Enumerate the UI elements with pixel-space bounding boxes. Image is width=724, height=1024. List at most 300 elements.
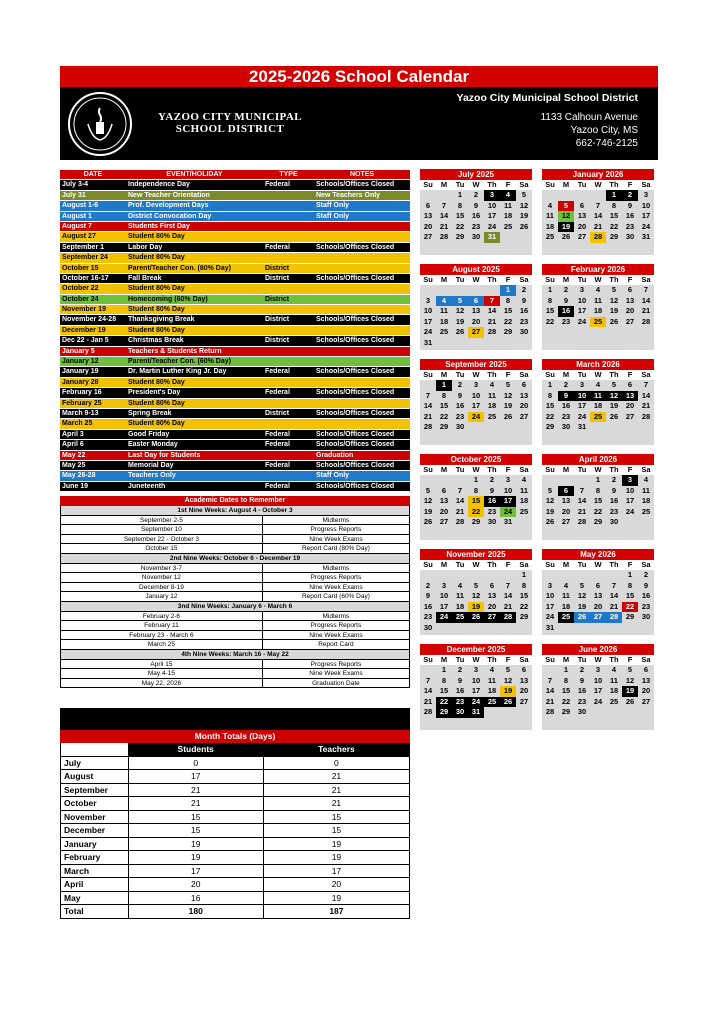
day-cell: 5	[425, 485, 431, 495]
day-cell: 19	[545, 506, 555, 516]
weekday-label: M	[440, 655, 448, 664]
event-name: Easter Monday	[128, 441, 178, 449]
day-cell: 23	[625, 221, 635, 231]
event-type	[263, 212, 314, 221]
weekday-label: Sa	[641, 275, 651, 284]
day-cell: 18	[593, 306, 603, 315]
event-type	[263, 305, 314, 314]
weekday-label: W	[472, 560, 480, 569]
day-cell: 28	[577, 517, 587, 526]
day-cell: 14	[593, 211, 603, 220]
event-name: Parent/Teacher Con. (80% Day)	[128, 264, 231, 272]
event-notes	[314, 295, 410, 304]
event-name: Spring Break	[128, 409, 172, 417]
day-cell: 10	[625, 485, 635, 495]
day-cell: 13	[439, 496, 449, 505]
weekday-label: M	[440, 560, 448, 569]
weekday-header	[420, 275, 532, 285]
event-notes	[314, 253, 410, 262]
day-cell: 29	[436, 707, 452, 718]
day-cell: 26	[423, 517, 433, 526]
day-cell: 5	[579, 580, 585, 590]
weekday-label: Tu	[455, 560, 465, 569]
day-cell: 31	[423, 337, 433, 347]
academic-date: October 15	[61, 544, 263, 553]
day-cell: 29	[561, 707, 571, 716]
academic-row	[60, 583, 410, 593]
day-cell: 5	[558, 201, 574, 212]
day-cell: 14	[455, 496, 465, 505]
day-grid	[420, 380, 532, 433]
day-grid	[542, 380, 654, 433]
blank-day	[558, 570, 574, 581]
weekday-label: M	[562, 370, 570, 379]
day-cell: 23	[641, 601, 651, 611]
event-row	[60, 471, 410, 481]
event-notes: Schools/Offices Closed	[316, 368, 395, 376]
weekday-label: Sa	[519, 180, 529, 189]
academic-item: Nine Week Exams	[309, 670, 363, 678]
day-cell: 21	[577, 506, 587, 516]
weekday-label: Sa	[519, 370, 529, 379]
weekday-label: Tu	[455, 275, 465, 284]
event-row	[60, 232, 410, 242]
month-title: July 2025	[420, 169, 532, 180]
academic-item: Midterms	[322, 516, 350, 524]
day-cell: 23	[452, 697, 468, 708]
event-date: October 16-17	[62, 274, 109, 282]
day-cell: 8	[595, 485, 601, 495]
day-cell: 6	[643, 665, 649, 674]
event-row	[60, 274, 410, 284]
day-cell: 6	[627, 380, 633, 389]
day-cell: 11	[642, 485, 650, 495]
day-cell: 18	[545, 221, 555, 231]
blank-day	[420, 190, 436, 201]
weekday-label: W	[472, 655, 480, 664]
day-cell: 16	[455, 401, 465, 410]
blank-day	[420, 665, 436, 676]
event-notes	[314, 305, 410, 314]
academic-item: Nine Week Exams	[309, 631, 363, 639]
event-type: Federal	[265, 482, 290, 490]
day-cell: 16	[625, 211, 635, 220]
weekday-label: F	[505, 560, 511, 569]
academic-item: Midterms	[322, 564, 350, 572]
day-cell: 17	[593, 686, 603, 695]
event-row	[60, 315, 410, 325]
day-cell: 24	[545, 612, 555, 621]
day-cell: 19	[423, 506, 433, 516]
seal-emblem-icon	[70, 94, 130, 154]
col-event-header: EVENT/HOLIDAY	[166, 171, 223, 178]
district-name: Yazoo City Municipal School District	[456, 92, 638, 104]
day-cell: 5	[627, 665, 633, 674]
day-cell: 25	[558, 612, 574, 623]
day-cell: 17	[577, 401, 587, 410]
day-cell: 13	[641, 675, 651, 685]
event-row	[60, 367, 410, 377]
event-row	[60, 347, 410, 357]
day-cell: 19	[622, 686, 638, 697]
month-label: August	[61, 770, 129, 783]
day-cell: 19	[577, 601, 587, 611]
day-cell: 24	[641, 221, 651, 231]
day-cell: 27	[423, 232, 433, 241]
event-notes: Schools/Offices Closed	[316, 243, 395, 251]
day-cell: 6	[441, 485, 447, 495]
academic-date: February 11	[61, 621, 263, 630]
day-cell: 10	[487, 200, 497, 210]
academic-row	[60, 592, 410, 602]
event-date: August 27	[62, 233, 96, 241]
day-cell: 23	[609, 506, 619, 516]
weekday-label: Th	[609, 465, 619, 474]
day-cell: 18	[439, 316, 449, 326]
day-cell: 23	[519, 316, 529, 326]
event-notes: New Teachers Only	[316, 191, 381, 199]
event-row	[60, 305, 410, 315]
totals-header-row	[60, 743, 410, 757]
event-date: February 16	[62, 389, 102, 397]
weekday-label: F	[505, 180, 511, 189]
event-row	[60, 430, 410, 440]
day-cell: 30	[561, 422, 571, 431]
day-cell: 25	[452, 612, 468, 623]
weekday-label: M	[562, 655, 570, 664]
academic-item: Progress Reports	[310, 622, 362, 630]
event-date: September 1	[62, 243, 105, 251]
day-cell: 27	[641, 696, 651, 706]
weekday-label: Su	[545, 180, 555, 189]
event-name: Juneteenth	[128, 482, 166, 490]
totals-total-row	[60, 905, 410, 919]
day-cell: 10	[593, 675, 603, 685]
day-cell: 16	[558, 306, 574, 317]
day-cell: 1	[563, 665, 569, 674]
day-cell: 14	[503, 591, 513, 600]
day-cell: 16	[561, 401, 571, 410]
blank-day	[436, 285, 452, 296]
day-cell: 22	[561, 696, 571, 706]
month-label: April	[61, 878, 129, 891]
day-cell: 10	[545, 591, 555, 600]
totals-row	[60, 811, 410, 825]
month-calendar	[420, 359, 532, 445]
totals-row	[60, 865, 410, 879]
month-title: April 2026	[542, 454, 654, 465]
event-date: April 3	[62, 430, 84, 438]
month-calendar	[542, 359, 654, 445]
month-title: May 2026	[542, 549, 654, 560]
event-type: Federal	[265, 461, 290, 469]
day-cell: 15	[561, 686, 571, 695]
blank-day	[574, 570, 590, 581]
event-name: Memorial Day	[128, 461, 174, 469]
day-cell: 4	[595, 380, 601, 389]
weekday-label: Tu	[577, 370, 587, 379]
day-cell: 31	[484, 232, 500, 243]
teachers-days: 21	[331, 771, 342, 781]
event-date: January 12	[62, 358, 99, 366]
day-cell: 13	[519, 390, 529, 400]
day-grid	[542, 190, 654, 243]
day-cell: 28	[455, 517, 465, 526]
academic-row	[60, 544, 410, 554]
event-notes: Schools/Offices Closed	[316, 441, 395, 449]
day-cell: 29	[625, 612, 635, 621]
totals-row	[60, 824, 410, 838]
day-cell: 31	[545, 622, 555, 632]
day-cell: 9	[563, 295, 569, 305]
blank-day	[590, 570, 606, 581]
day-cell: 6	[627, 285, 633, 294]
weekday-label: W	[594, 180, 602, 189]
weekday-label: Sa	[641, 370, 651, 379]
day-cell: 27	[625, 316, 635, 326]
academic-date: September 10	[61, 525, 263, 534]
event-name: Prof. Development Days	[128, 202, 209, 210]
day-cell: 30	[519, 327, 529, 336]
day-grid	[420, 285, 532, 348]
day-cell: 15	[468, 496, 484, 507]
day-cell: 4	[611, 665, 617, 674]
day-cell: 5	[611, 285, 617, 294]
event-date: July 3-4	[62, 181, 89, 189]
month-calendar	[420, 169, 532, 255]
blank-day	[542, 570, 558, 581]
day-cell: 1	[473, 475, 479, 484]
academic-row	[60, 612, 410, 622]
day-cell: 23	[487, 506, 497, 516]
day-cell: 22	[622, 602, 638, 613]
event-row	[60, 409, 410, 419]
totals-body	[60, 757, 410, 906]
day-cell: 27	[625, 411, 635, 421]
weekday-label: W	[594, 465, 602, 474]
day-cell: 15	[609, 211, 619, 220]
day-cell: 28	[641, 411, 651, 421]
event-row	[60, 419, 410, 429]
day-cell: 18	[641, 496, 651, 505]
weekday-label: Sa	[519, 465, 529, 474]
event-row	[60, 212, 410, 222]
blank-day	[484, 285, 500, 296]
blank-day	[420, 285, 436, 296]
day-cell: 22	[519, 601, 529, 611]
academic-item: Report Card (80% Day)	[301, 545, 370, 553]
totals-row	[60, 784, 410, 798]
academic-item: Progress Reports	[310, 526, 362, 534]
day-cell: 3	[579, 380, 585, 389]
day-cell: 8	[441, 390, 447, 400]
day-cell: 20	[487, 601, 497, 611]
divider-bar	[60, 708, 410, 730]
totals-row	[60, 892, 410, 906]
weekday-label: Su	[545, 560, 555, 569]
day-cell: 7	[425, 390, 431, 400]
day-cell: 1	[441, 665, 447, 674]
event-name: Student 80% Day	[128, 233, 185, 241]
day-cell: 28	[500, 612, 516, 623]
weekday-label: Th	[487, 560, 497, 569]
totals-row	[60, 770, 410, 784]
day-cell: 13	[625, 295, 635, 305]
event-type	[263, 326, 314, 335]
event-notes: Schools/Offices Closed	[316, 482, 395, 490]
event-date: April 6	[62, 441, 84, 449]
day-cell: 19	[468, 602, 484, 613]
day-cell: 17	[545, 601, 555, 611]
day-cell: 24	[423, 327, 433, 336]
day-cell: 6	[558, 486, 574, 497]
day-cell: 11	[520, 485, 528, 495]
day-cell: 14	[423, 686, 433, 695]
month-label: February	[61, 851, 129, 864]
blank-day	[574, 475, 590, 486]
day-cell: 15	[519, 591, 529, 600]
event-row	[60, 264, 410, 274]
day-cell: 6	[489, 580, 495, 590]
weekday-label: Th	[609, 560, 619, 569]
event-date: October 24	[62, 295, 99, 303]
day-cell: 21	[545, 696, 555, 706]
weekday-label: F	[505, 275, 511, 284]
blank-day	[420, 475, 436, 486]
event-name: District Convocation Day	[128, 212, 212, 220]
event-name: Fall Break	[128, 274, 162, 282]
weekday-label: Tu	[455, 655, 465, 664]
month-calendar	[420, 264, 532, 350]
day-cell: 25	[487, 411, 497, 421]
weekday-label: F	[505, 655, 511, 664]
day-cell: 16	[609, 496, 619, 505]
event-notes	[314, 232, 410, 241]
weekday-label: M	[562, 275, 570, 284]
total-teachers: 187	[329, 906, 344, 916]
event-row	[60, 284, 410, 294]
day-cell: 3	[505, 475, 511, 484]
day-cell: 5	[452, 296, 468, 307]
event-notes: Schools/Offices Closed	[316, 316, 395, 324]
event-notes: Schools/Offices Closed	[316, 409, 395, 417]
day-cell: 24	[577, 411, 587, 421]
weekday-label: Th	[487, 655, 497, 664]
day-cell: 12	[609, 295, 619, 305]
event-row	[60, 388, 410, 398]
blank-day	[468, 570, 484, 581]
event-type	[263, 284, 314, 293]
day-cell: 10	[439, 591, 449, 600]
day-cell: 26	[519, 221, 529, 231]
day-cell: 2	[457, 665, 463, 674]
weekday-label: W	[472, 180, 480, 189]
day-cell: 13	[487, 591, 497, 600]
day-cell: 1	[500, 285, 516, 296]
academic-item: Progress Reports	[310, 574, 362, 582]
day-cell: 8	[473, 485, 479, 495]
month-title: June 2026	[542, 644, 654, 655]
weekday-header	[542, 180, 654, 190]
day-cell: 12	[519, 200, 529, 210]
event-type: District	[265, 409, 290, 417]
totals-col-students: Students	[129, 743, 264, 756]
day-cell: 21	[593, 221, 603, 231]
event-notes: Staff Only	[316, 472, 350, 480]
day-cell: 10	[503, 485, 513, 495]
day-cell: 26	[468, 612, 484, 623]
quarter-heading: 4th Nine Weeks: March 16 - May 22	[60, 650, 410, 660]
month-calendar	[420, 644, 532, 730]
day-cell: 29	[439, 422, 449, 431]
day-cell: 11	[590, 391, 606, 402]
day-cell: 11	[562, 591, 570, 600]
blank-day	[590, 190, 606, 201]
month-label: September	[61, 784, 129, 797]
day-cell: 5	[473, 580, 479, 590]
teachers-days: 15	[331, 811, 342, 822]
event-row	[60, 440, 410, 450]
academic-date: November 12	[61, 573, 263, 582]
day-cell: 2	[425, 580, 431, 590]
day-cell: 11	[504, 200, 512, 210]
day-cell: 3	[473, 665, 479, 674]
blank-day	[436, 190, 452, 201]
teachers-days: 19	[331, 892, 342, 903]
event-notes: Staff Only	[316, 212, 350, 220]
day-cell: 24	[577, 316, 587, 326]
totals-col-month	[61, 743, 129, 756]
weekday-header	[420, 465, 532, 475]
day-cell: 1	[627, 570, 633, 579]
weekday-header	[420, 560, 532, 570]
day-cell: 3	[473, 380, 479, 389]
day-cell: 22	[455, 221, 465, 231]
day-cell: 9	[521, 295, 527, 305]
event-name: New Teacher Orientation	[128, 191, 210, 199]
day-grid	[542, 285, 654, 327]
event-notes: Staff Only	[316, 202, 350, 210]
day-cell: 29	[593, 517, 603, 526]
day-cell: 28	[423, 422, 433, 431]
event-type: Federal	[265, 181, 290, 189]
students-days: 20	[129, 878, 264, 891]
day-cell: 29	[519, 612, 529, 621]
academic-dates	[60, 496, 410, 688]
weekday-label: F	[627, 275, 633, 284]
address-line: 1133 Calhoun Avenue	[540, 112, 638, 123]
event-row	[60, 336, 410, 346]
weekday-label: Th	[609, 180, 619, 189]
event-row	[60, 451, 410, 461]
day-grid	[542, 570, 654, 633]
weekday-label: Tu	[455, 370, 465, 379]
day-cell: 7	[579, 485, 585, 495]
day-cell: 4	[436, 296, 452, 307]
day-cell: 12	[606, 391, 622, 402]
day-cell: 9	[627, 200, 633, 210]
weekday-label: Su	[423, 560, 433, 569]
totals-row	[60, 878, 410, 892]
weekday-label: Su	[423, 275, 433, 284]
month-title: February 2026	[542, 264, 654, 275]
day-cell: 25	[545, 232, 555, 241]
event-notes	[314, 419, 410, 428]
event-date: October 22	[62, 285, 99, 293]
blank-day	[436, 475, 452, 486]
day-cell: 11	[594, 295, 602, 305]
day-cell: 1	[547, 285, 553, 294]
